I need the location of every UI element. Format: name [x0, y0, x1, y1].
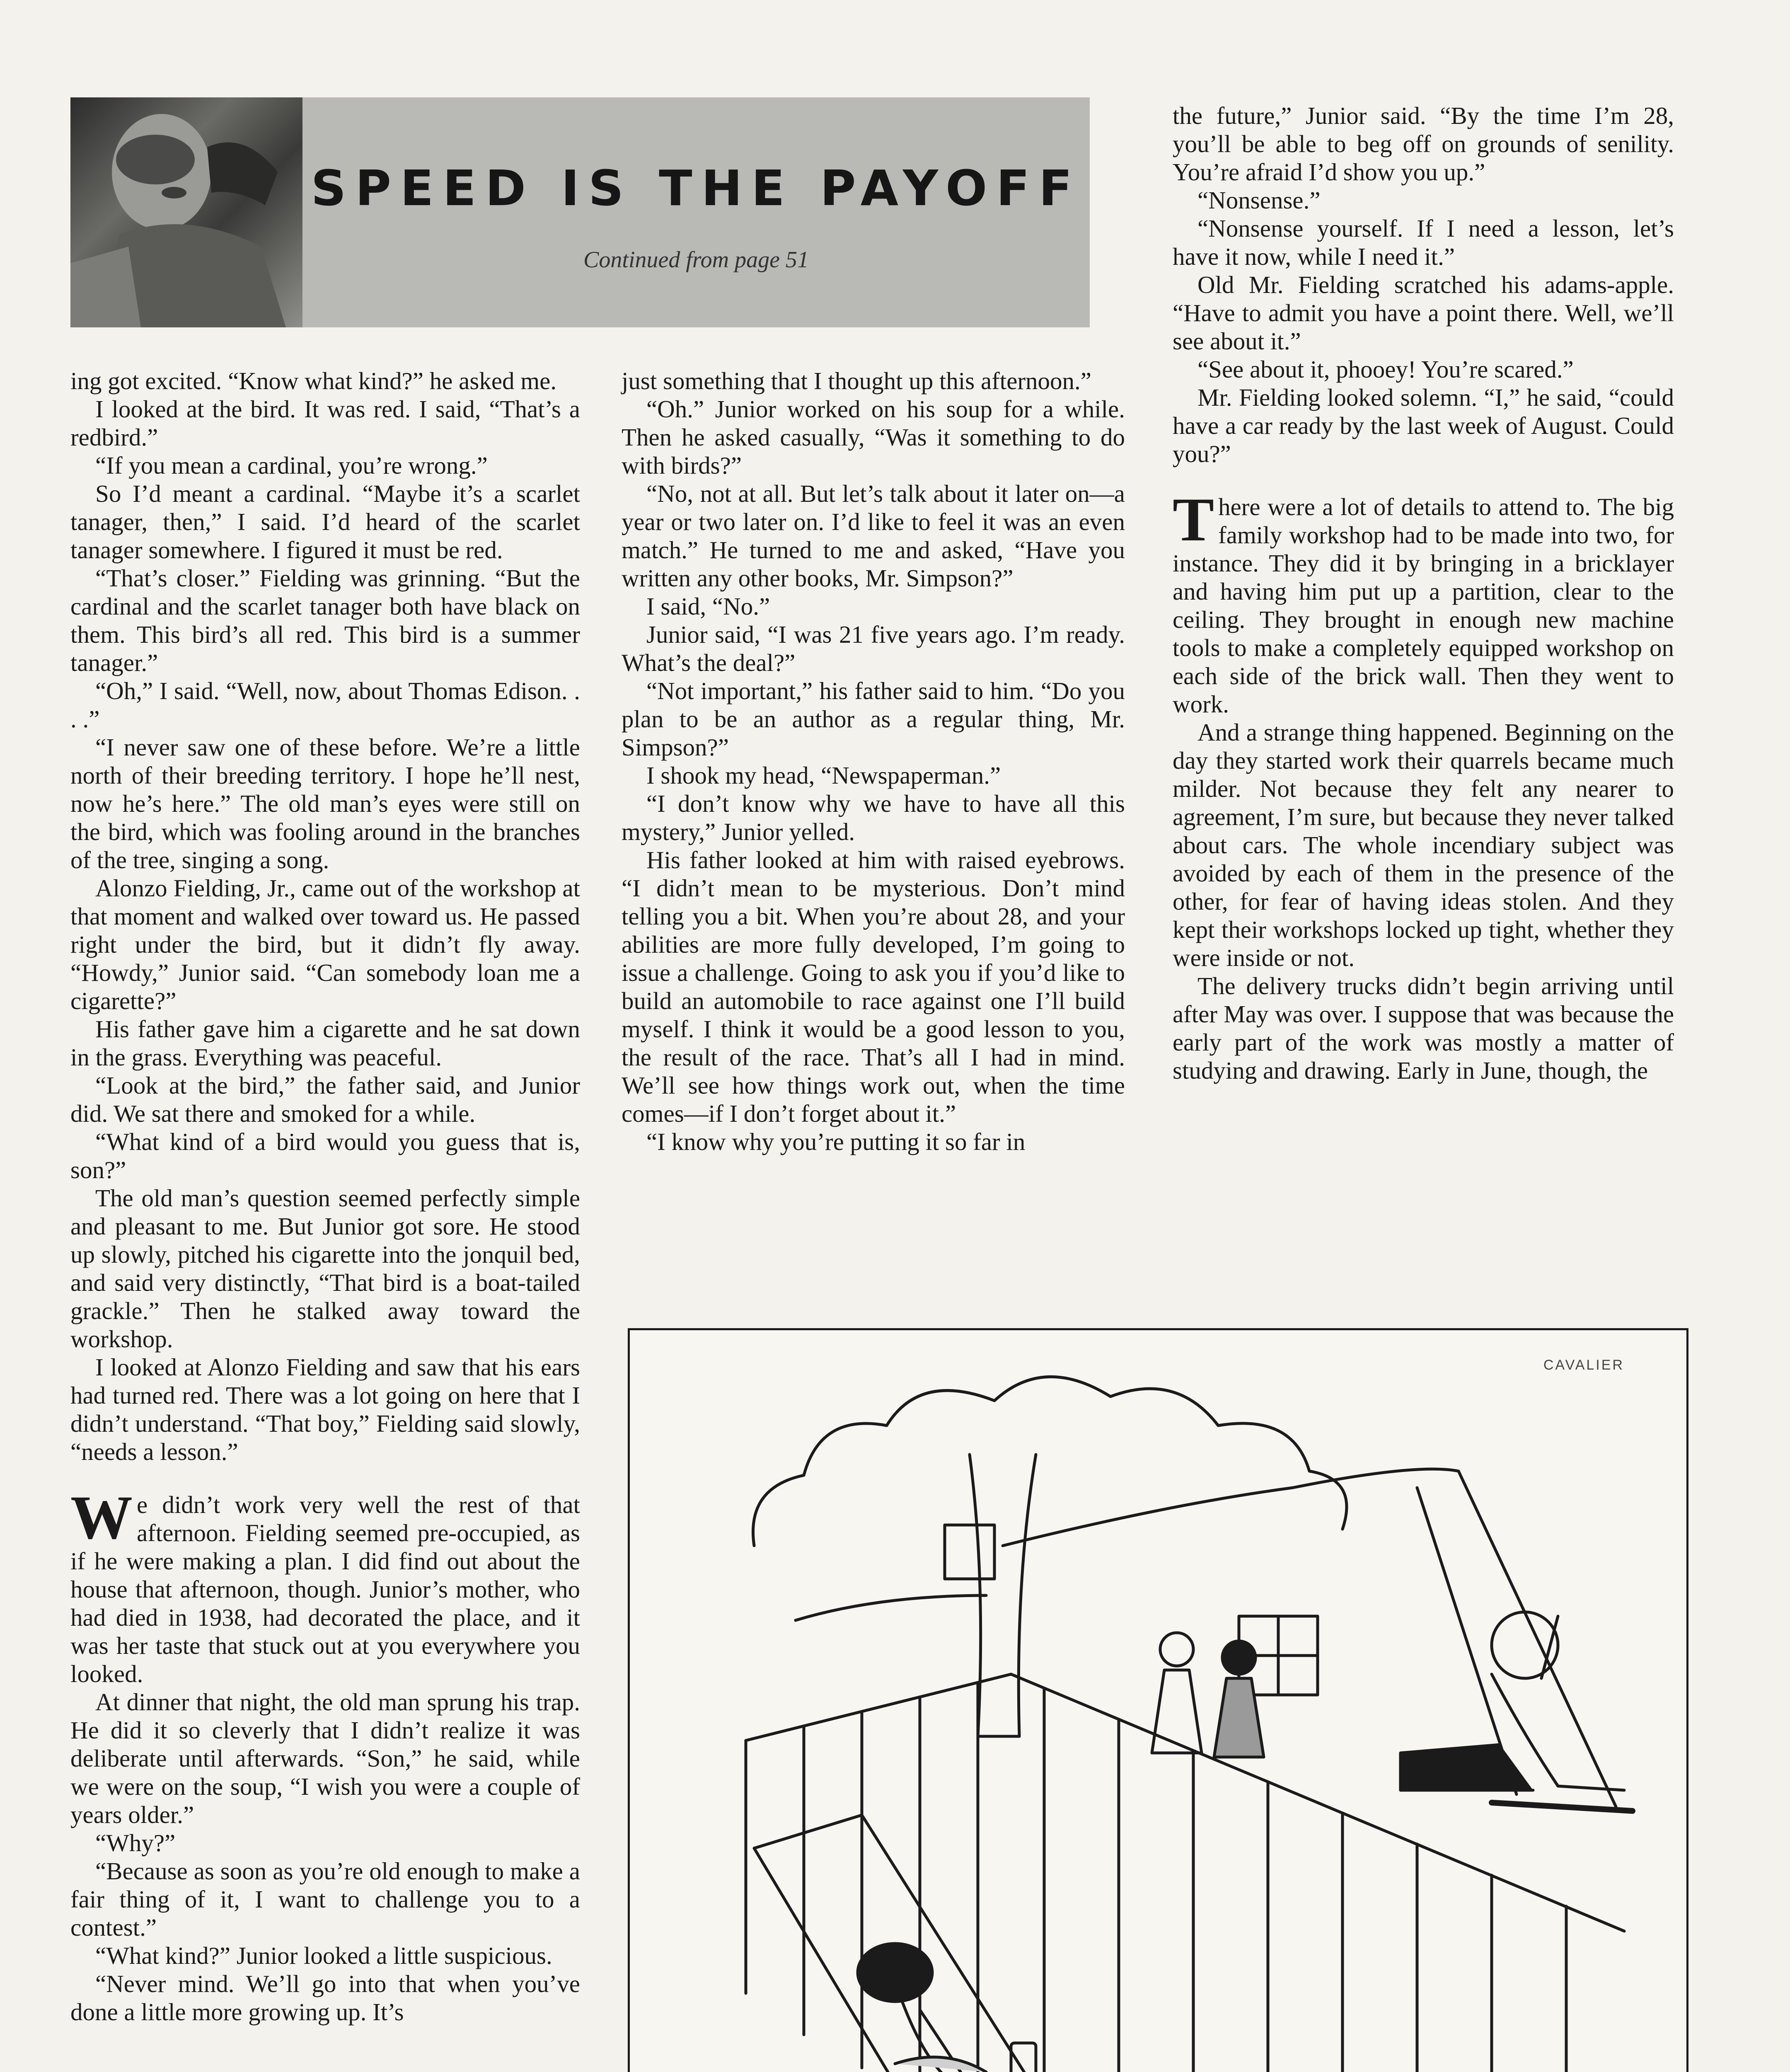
- continued-from-note: Continued from page 51: [583, 247, 809, 273]
- header-photo: [70, 97, 302, 327]
- paragraph: “That’s closer.” Fielding was grinning. “But the cardinal and the scarlet tanager both have black on them. This bird’s all red. This bird is a summer tanager.”: [70, 564, 580, 676]
- paragraph: “Not important,” his father said to him. “Do you plan to be an author as a regular thing, Mr. Simpson?”: [622, 677, 1125, 761]
- paragraph: And a strange thing happened. Beginning on the day they started work their quarrels became much milder. Not because they felt any nearer to agreement, I’m sure, but because they never talked about cars. The whole incendiary subject was avoided by each of them in the presence of the other, for fear of having ideas stolen. And they kept their workshops locked up tight, whether they were inside or not.: [1173, 719, 1674, 971]
- paragraph: “No, not at all. But let’s talk about it later on—a year or two later on. I’d like to feel it was an even match.” He turned to me and asked, “Have you written any other books, Mr. Simpson?”: [622, 480, 1125, 592]
- paragraph: “If you mean a cardinal, you’re wrong.”: [95, 452, 488, 479]
- paragraph: “I don’t know why we have to have all this mystery,” Junior yelled.: [622, 790, 1125, 845]
- paragraph: “I know why you’re putting it so far in: [646, 1128, 1026, 1155]
- story-header-banner: [70, 97, 1090, 327]
- paragraph: The old man’s question seemed perfectly simple and pleasant to me. But Junior got sore. He stood up slowly, pitched his cigarette into the jonquil bed, and said very distinctly, “That bird is a boat-tailed grackle.” Then he stalked away toward the workshop.: [70, 1184, 580, 1353]
- paragraph: “What kind of a bird would you guess that is, son?”: [70, 1128, 580, 1184]
- paragraph: “Nonsense.”: [1197, 186, 1321, 214]
- drop-cap: T: [1173, 485, 1214, 554]
- paragraph: At dinner that night, the old man sprung his trap. He did it so cleverly that I didn’t realize it was deliberate until afterwards. “Son,” he said, while we were on the soup, “I wish you were a couple of years older.”: [70, 1688, 580, 1828]
- paragraph: The delivery trucks didn’t begin arriving until after May was over. I suppose that was because the early part of the work was mostly a matter of studying and drawing. Early in June, though, the: [1173, 972, 1674, 1084]
- drop-cap: W: [70, 1483, 133, 1552]
- paragraph: “Never mind. We’ll go into that when you’ve done a little more growing up. It’s: [70, 1970, 580, 2026]
- text-column-2: [622, 367, 1125, 1156]
- text-column-3: [1173, 102, 1674, 1084]
- story-title: SPEED IS THE PAYOFF: [311, 160, 1081, 217]
- paragraph-text: here were a lot of details to attend to. The big family workshop had to be made into two, for instance. They did it by bringing in a bricklayer and having him put up a partition, clear to the ceiling. They brought in enough new machine tools to make a completely equipped workshop on each side of the brick wall. Then they went to work.: [1173, 493, 1674, 718]
- paragraph: I looked at Alonzo Fielding and saw that his ears had turned red. There was a lot going on here that I didn’t understand. “That boy,” Fielding said slowly, “needs a lesson.”: [70, 1353, 580, 1465]
- paragraph: I shook my head, “Newspaperman.”: [646, 762, 1001, 789]
- paragraph: Alonzo Fielding, Jr., came out of the workshop at that moment and walked over toward us. He passed right under the bird, but it didn’t fly away. “Howdy,” Junior said. “Can somebody loan me a cigarette?”: [70, 874, 580, 1014]
- paragraph: Old Mr. Fielding scratched his adams-apple. “Have to admit you have a point there. Well, we’ll see about it.”: [1173, 271, 1674, 355]
- text-column-1: [70, 367, 580, 2026]
- paragraph: Junior said, “I was 21 five years ago. I’m ready. What’s the deal?”: [622, 621, 1125, 676]
- paragraph: His father gave him a cigarette and he sat down in the grass. Everything was peaceful.: [70, 1015, 580, 1071]
- paragraph: the future,” Junior said. “By the time I’m 28, you’ll be able to beg off on grounds of senility. You’re afraid I’d show you up.”: [1173, 102, 1674, 186]
- cartoon-illustration: [630, 1330, 1686, 2072]
- paragraph: “See about it, phooey! You’re scared.”: [1197, 356, 1574, 383]
- paragraph: “Oh,” I said. “Well, now, about Thomas Edison. . . .”: [70, 677, 580, 733]
- paragraph: “Why?”: [95, 1829, 176, 1857]
- paragraph: “Look at the bird,” the father said, and Junior did. We sat there and smoked for a while.: [70, 1072, 580, 1127]
- magazine-mark: CAVALIER: [1543, 1357, 1624, 1373]
- paragraph: “Oh.” Junior worked on his soup for a while. Then he asked casually, “Was it something to do with birds?”: [622, 395, 1125, 479]
- paragraph: ing got excited. “Know what kind?” he asked me.: [70, 367, 557, 395]
- paragraph: “What kind?” Junior looked a little suspicious.: [95, 1942, 552, 1969]
- paragraph: Mr. Fielding looked solemn. “I,” he said, “could have a car ready by the last week of August. Could you?”: [1173, 384, 1674, 467]
- paragraph: “Because as soon as you’re old enough to make a fair thing of it, I want to challenge you to a contest.”: [70, 1857, 580, 1941]
- paragraph-text: e didn’t work very well the rest of that afternoon. Fielding seemed pre-occupied, as if he were making a plan. I did find out about the house that afternoon, though. Junior’s mother, who had died in 1938, had decorated the place, and it was her taste that stuck out at you everywhere you looked.: [70, 1491, 580, 1687]
- paragraph: just something that I thought up this afternoon.”: [622, 367, 1091, 395]
- header-photo-illustration: [70, 97, 302, 327]
- section-start-paragraph: [1173, 485, 1674, 718]
- cartoon-panel: [628, 1328, 1688, 2072]
- paragraph: “Nonsense yourself. If I need a lesson, let’s have it now, while I need it.”: [1173, 215, 1674, 270]
- paragraph: I looked at the bird. It was red. I said, “That’s a redbird.”: [70, 395, 580, 451]
- paragraph: So I’d meant a cardinal. “Maybe it’s a scarlet tanager, then,” I said. I’d heard of the scarlet tanager somewhere. I figured it must be red.: [70, 480, 580, 564]
- section-start-paragraph: [70, 1483, 580, 1688]
- paragraph: His father looked at him with raised eyebrows. “I didn’t mean to be mysterious. Don’t mind telling you a bit. When you’re about 28, and your abilities are more fully developed, I’m going to issue a challenge. Going to ask you if you’d like to build an automobile to race against one I’ll build myself. I think it would be a good lesson to you, the result of the race. That’s all I had in mind. We’ll see how things work out, when the time comes—if I don’t forget about it.”: [622, 846, 1125, 1127]
- paragraph: “I never saw one of these before. We’re a little north of their breeding territory. I hope he’ll nest, now he’s here.” The old man’s eyes were still on the bird, which was fooling around in the branches of the tree, singing a song.: [70, 733, 580, 874]
- paragraph: I said, “No.”: [646, 593, 770, 620]
